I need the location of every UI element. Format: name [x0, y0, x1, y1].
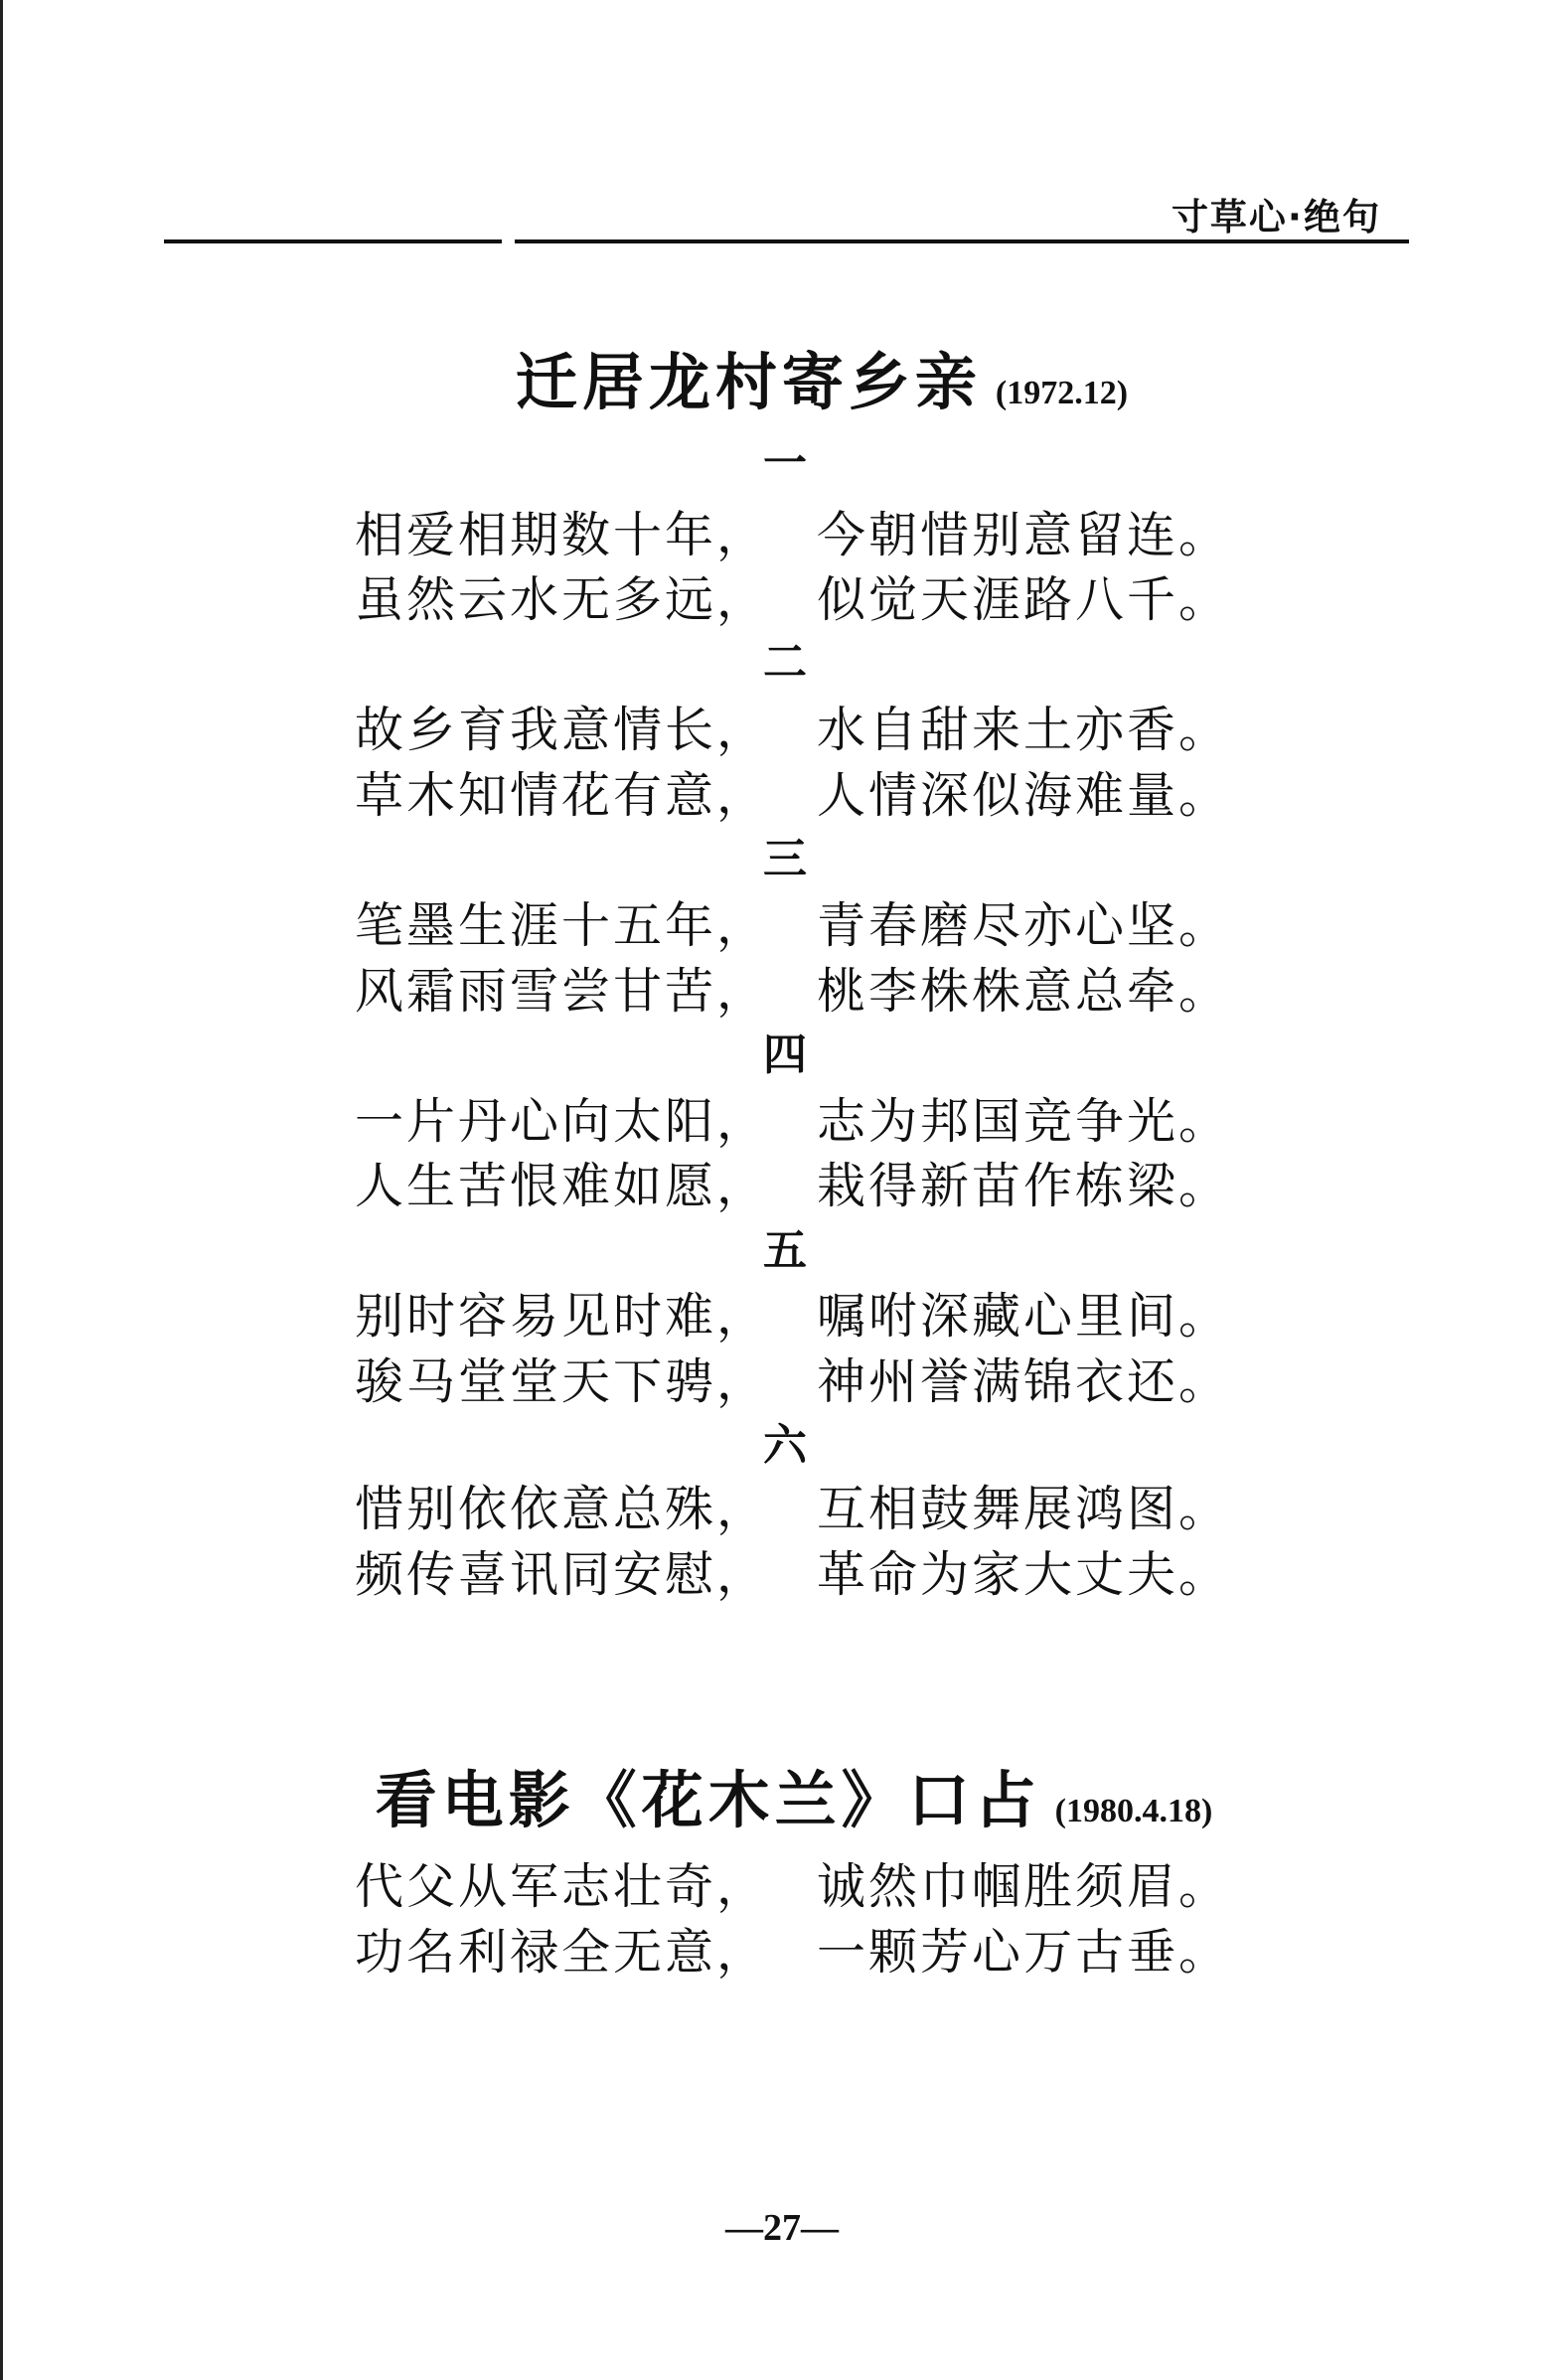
verse-line: 笔墨生涯十五年， 青春磨尽亦心坚。: [355, 897, 1231, 954]
section-number: 五: [763, 1225, 807, 1276]
poem-2-title: [12, 1751, 1564, 1839]
section-number: 三: [763, 834, 807, 884]
section-number: 六: [763, 1420, 807, 1471]
verse-line: 人生苦恨难如愿， 栽得新苗作栋梁。: [355, 1158, 1231, 1214]
verse-line: 代父从军志壮奇， 诚然巾帼胜须眉。: [355, 1858, 1231, 1915]
section-number: 二: [763, 637, 807, 688]
header-rule-right: [515, 239, 1409, 243]
verse-line: 相爱相期数十年， 今朝惜别意留连。: [355, 507, 1231, 563]
verse-line: 频传喜讯同安慰， 革命为家大丈夫。: [355, 1546, 1231, 1603]
poem-2-title-text: 看电影《花木兰》口占: [375, 1764, 1041, 1836]
verse-line: 草木知情花有意， 人情深似海难量。: [355, 767, 1231, 824]
verse-line: 骏马堂堂天下骋， 神州誉满锦衣还。: [355, 1353, 1231, 1410]
running-head: 寸草心·绝句: [1171, 196, 1381, 238]
verse-line: 虽然云水无多远， 似觉天涯路八千。: [355, 571, 1231, 628]
poem-1-title: [40, 333, 1564, 421]
verse-line: 惜别依依意总殊， 互相鼓舞展鸿图。: [355, 1481, 1231, 1537]
page-number: —27—: [725, 2207, 839, 2249]
verse-line: 风霜雨雪尝甘苦， 桃李株株意总牵。: [355, 963, 1231, 1020]
header-rule-left: [164, 239, 502, 243]
poem-1-title-text: 迁居龙村寄乡亲: [515, 346, 982, 418]
verse-line: 一片丹心向太阳， 志为邦国竞争光。: [355, 1093, 1231, 1150]
page-edge: [0, 0, 3, 2380]
verse-line: 故乡育我意情长， 水自甜来土亦香。: [355, 702, 1231, 758]
poem-2-date: (1980.4.18): [1054, 1793, 1213, 1829]
section-number: 四: [763, 1030, 807, 1080]
section-number: 一: [763, 438, 807, 489]
verse-line: 别时容易见时难， 嘱咐深藏心里间。: [355, 1288, 1231, 1345]
poem-1-date: (1972.12): [995, 375, 1129, 411]
verse-line: 功名利禄全无意， 一颗芳心万古垂。: [355, 1924, 1231, 1981]
